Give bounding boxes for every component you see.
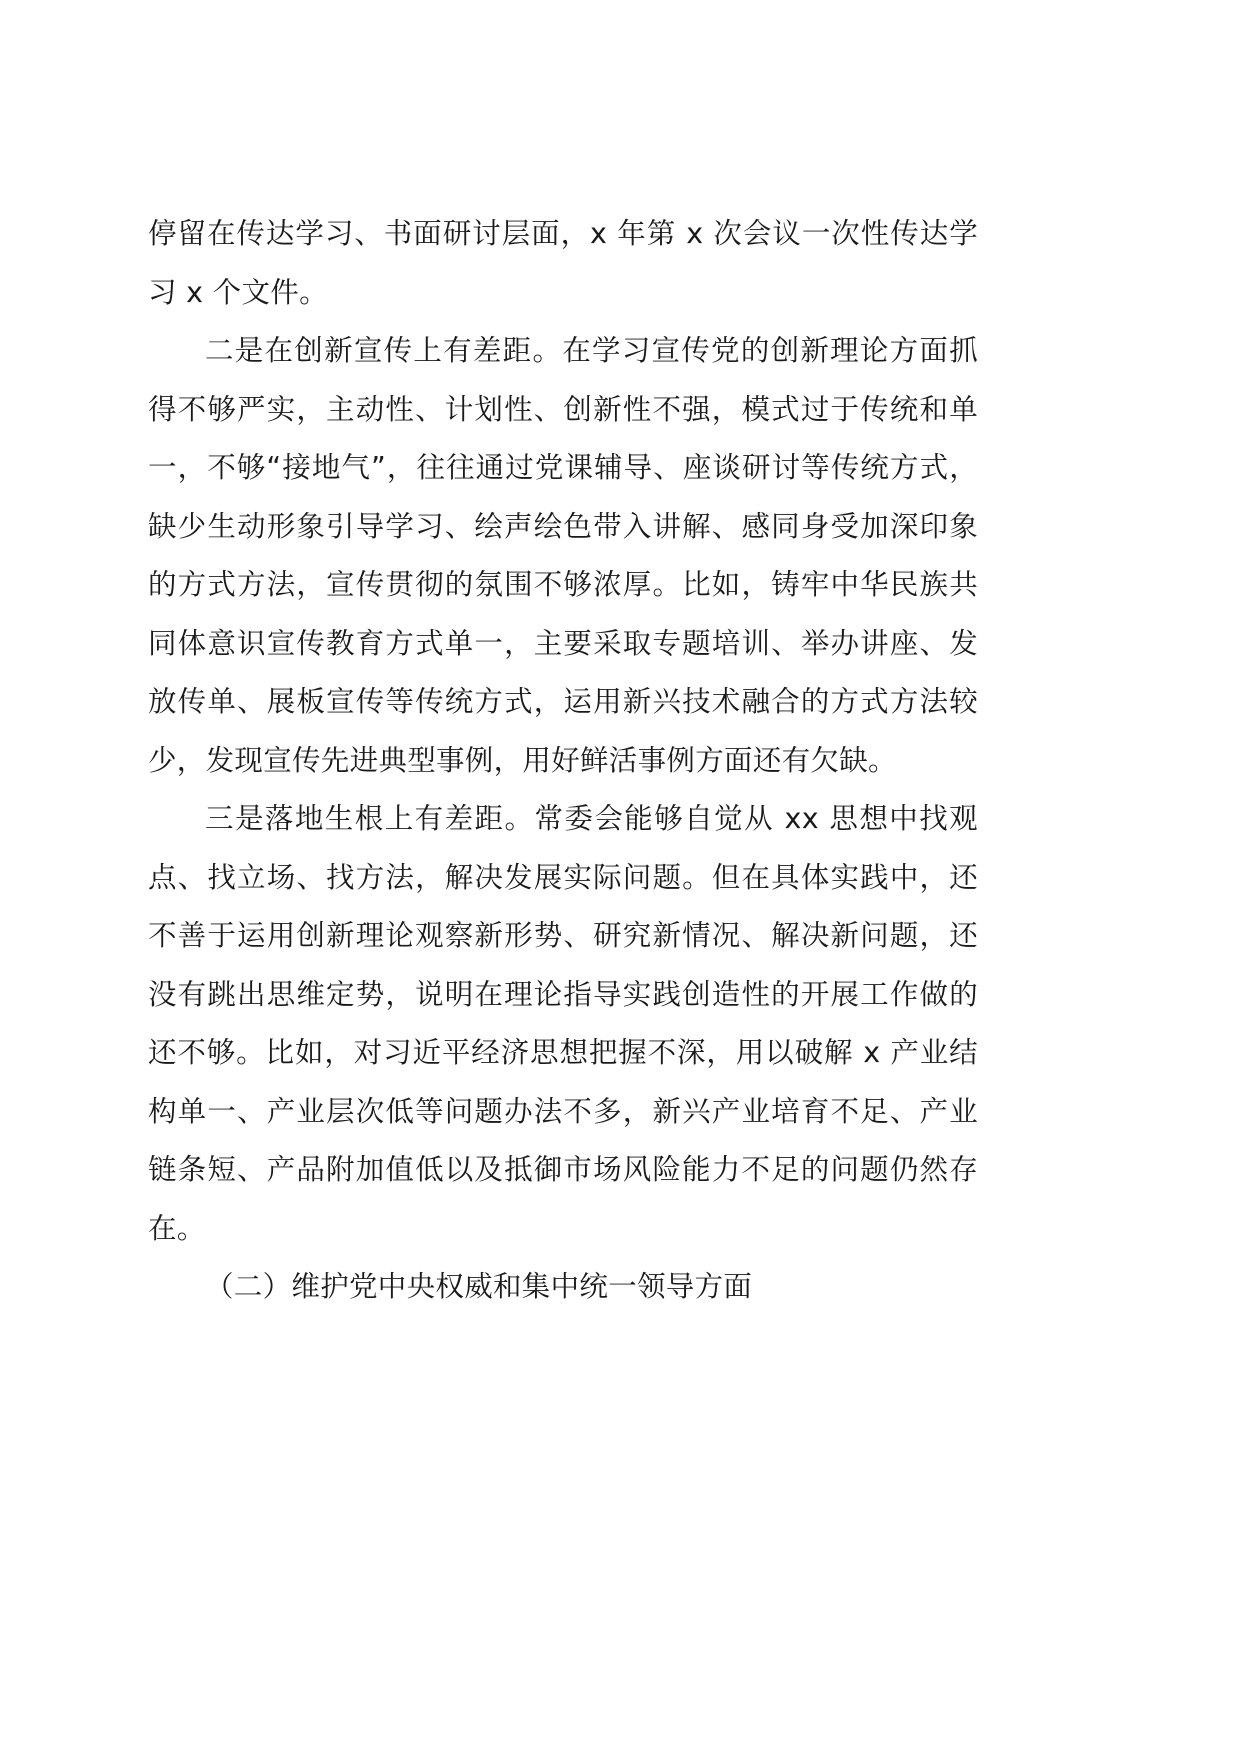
document-body — [148, 205, 978, 1317]
paragraph-implementation: 三是落地生根上有差距。常委会能够自觉从 xx 思想中找观点、找立场、找方法，解决发展实际问题。但在具体实践中，还不善于运用创新理论观察新形势、研究新情况、解决新问题，还没有跳出思维定势，说明在理论指导实践创造性的开展工作做的还不够。比如，对习近平经济思想把握不深，用以破解 x 产业结构单一、产业层次低等问题办法不多，新兴产业培育不足、产业链条短、产品附加值低以及抵御市场风险能力不足的问题仍然存在。 — [148, 802, 978, 1245]
section-heading: （二）维护党中央权威和集中统一领导方面 — [205, 1270, 753, 1303]
paragraph-innovation-publicity: 二是在创新宣传上有差距。在学习宣传党的创新理论方面抓得不够严实，主动性、计划性、创新性不强，模式过于传统和单一，不够“接地气”，往往通过党课辅导、座谈研讨等传统方式，缺少生动形象引导学习、绘声绘色带入讲解、感同身受加深印象的方式方法，宣传贯彻的氛围不够浓厚。比如，铸牢中华民族共同体意识宣传教育方式单一，主要采取专题培训、举办讲座、发放传单、展板宣传等传统方式，运用新兴技术融合的方式方法较少，发现宣传先进典型事例，用好鲜活事例方面还有欠缺。 — [148, 334, 978, 777]
continuation-paragraph: 停留在传达学习、书面研讨层面，x 年第 x 次会议一次性传达学习 x 个文件。 — [148, 217, 978, 309]
